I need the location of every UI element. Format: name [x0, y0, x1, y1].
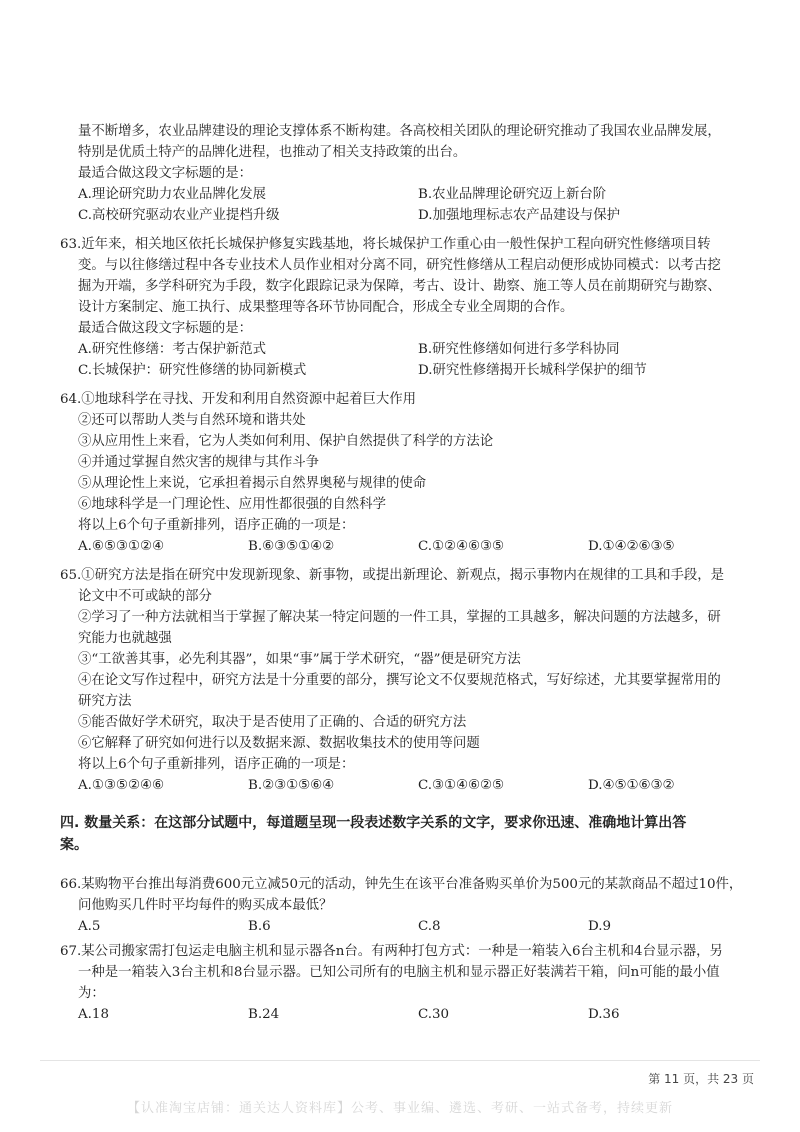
q66-line: 问他购买几件时平均每件的购买成本最低？: [78, 898, 333, 913]
q67-option-a: A.18: [78, 1007, 109, 1022]
q65-option-c: C.③①④⑥②⑤: [418, 778, 505, 793]
q64-option-b: B.⑥③⑤①④②: [248, 539, 335, 554]
q63-option-a: A.研究性修缮：考古保护新范式: [78, 342, 267, 357]
watermark-text: 【认准淘宝店铺：通关达人资料库】公考、事业编、遴选、考研、一站式备考，持续更新: [126, 1101, 673, 1116]
q65-line: ⑤能否做好学术研究，取决于是否使用了正确的、合适的研究方法: [78, 715, 467, 730]
q64-sentence: ⑥地球科学是一门理论性、应用性都很强的自然科学: [78, 497, 386, 512]
q63-line: 变。与以往修缮过程中各专业技术人员作业相对分离不同，研究性修缮从工程启动便形成协同模式：以考古挖: [78, 258, 721, 273]
q64-first-sentence: 64.①地球科学在寻找、开发和利用自然资源中起着巨大作用: [60, 392, 417, 407]
q64-sentence: ③从应用性上来看，它为人类如何利用、保护自然提供了科学的方法论: [78, 434, 494, 449]
q65-line: ⑥它解释了研究如何进行以及数据来源、数据收集技术的使用等问题: [78, 736, 480, 751]
q65-line: 研究方法: [78, 694, 132, 709]
q63-line: 掘为开端，多学科研究为手段，数字化跟踪记录为保障，考古、设计、勘察、施工等人员在前期研究与勘察、: [78, 279, 721, 294]
question-67: [60, 941, 750, 1025]
section-heading-line: 四. 数量关系：在这部分试题中，每道题呈现一段表述数字关系的文字，要求你迅速、准确地计算出答: [60, 815, 687, 831]
q64-option-c: C.①②④⑥③⑤: [418, 539, 505, 554]
question-62: [60, 121, 750, 226]
q62-options-row1: [60, 184, 750, 205]
section-heading-line: 案。: [60, 837, 88, 853]
q62-line: 特别是优质土特产的品牌化进程，也推动了相关支持政策的出台。: [78, 145, 467, 160]
q63-prompt: 最适合做这段文字标题的是：: [78, 321, 253, 336]
q64-option-a: A.⑥⑤③①②④: [78, 539, 164, 554]
q65-line: 论文中不可或缺的部分: [78, 589, 212, 604]
question-64: [60, 389, 750, 557]
q66-option-b: B.6: [248, 919, 271, 934]
q63-option-d: D.研究性修缮揭开长城科学保护的细节: [418, 363, 647, 378]
q67-option-c: C.30: [418, 1007, 450, 1022]
question-63: [60, 234, 750, 381]
q65-option-a: A.①③⑤②④⑥: [78, 778, 164, 793]
q65-line: ④在论文写作过程中，研究方法是十分重要的部分，撰写论文不仅要规范格式，写好综述，尤其要掌握常用的: [78, 673, 721, 688]
q65-line: ③“工欲善其事，必先利其器”，如果“事”属于学术研究，“器”便是研究方法: [78, 652, 521, 667]
q67-line: 一种是一箱装入3台主机和8台显示器。已知公司所有的电脑主机和显示器正好装满若干箱，问n可能的最小值: [78, 965, 720, 980]
q65-prompt: 将以上6个句子重新排列，语序正确的一项是：: [78, 757, 355, 772]
question-65: [60, 565, 750, 796]
q65-line: 65.①研究方法是指在研究中发现新现象、新事物，或提出新理论、新观点，揭示事物内在规律的工具和手段，是: [60, 568, 725, 583]
q62-option-d: D.加强地理标志农产品建设与保护: [418, 208, 620, 223]
q66-option-d: D.9: [588, 919, 612, 934]
q63-options-row2: [60, 360, 750, 381]
q66-options: [60, 916, 750, 937]
q64-sentence: ④并通过掌握自然灾害的规律与其作斗争: [78, 455, 320, 470]
q63-options-row1: [60, 339, 750, 360]
q63-option-c: C.长城保护：研究性修缮的协同新模式: [78, 363, 307, 378]
q65-option-d: D.④⑤①⑥③②: [588, 778, 675, 793]
q65-option-b: B.②③①⑤⑥④: [248, 778, 335, 793]
q62-option-a: A.理论研究助力农业品牌化发展: [78, 187, 267, 202]
q62-option-b: B.农业品牌理论研究迈上新台阶: [418, 187, 607, 202]
q65-line: 究能力也就越强: [78, 631, 172, 646]
q65-options: [60, 775, 750, 796]
q64-options: [60, 536, 750, 557]
q67-option-d: D.36: [588, 1007, 620, 1022]
q66-option-a: A.5: [78, 919, 101, 934]
q62-line: 量不断增多，农业品牌建设的理论支撑体系不断构建。各高校相关团队的理论研究推动了我国农业品牌发展，: [78, 124, 721, 139]
q62-options-row2: [60, 205, 750, 226]
q65-line: ②学习了一种方法就相当于掌握了解决某一特定问题的一件工具，掌握的工具越多，解决问题的方法越多，研: [78, 610, 721, 625]
footer-divider: [40, 1060, 760, 1061]
q67-option-b: B.24: [248, 1007, 280, 1022]
q64-prompt: 将以上6个句子重新排列，语序正确的一项是：: [78, 518, 355, 533]
q64-sentence: ⑤从理论性上来说，它承担着揭示自然界奥秘与规律的使命: [78, 476, 427, 491]
q63-line: 设计方案制定、施工执行、成果整理等各环节协同配合，形成全专业全周期的合作。: [78, 300, 574, 315]
q66-line: 66.某购物平台推出每消费600元立减50元的活动，钟先生在该平台准备购买单价为500元的某款商品不超过10件，: [60, 877, 743, 892]
q62-option-c: C.高校研究驱动农业产业提档升级: [78, 208, 280, 223]
page-content: [60, 121, 750, 1025]
q64-sentence: ②还可以帮助人类与自然环境和谐共处: [78, 413, 306, 428]
question-66: [60, 874, 750, 937]
section-heading: [60, 812, 750, 856]
q63-option-b: B.研究性修缮如何进行多学科协同: [418, 342, 620, 357]
q67-options: [60, 1004, 750, 1025]
q66-option-c: C.8: [418, 919, 441, 934]
page-number: 第 11 页，共 23 页: [648, 1072, 754, 1086]
q63-line: 63.近年来，相关地区依托长城保护修复实践基地，将长城保护工作重心由一般性保护工程向研究性修缮项目转: [60, 237, 711, 252]
q64-option-d: D.①④②⑥③⑤: [588, 539, 675, 554]
q67-line: 67.某公司搬家需打包运走电脑主机和显示器各n台。有两种打包方式：一种是一箱装入6台主机和4台显示器，另: [60, 944, 723, 959]
q67-line: 为：: [78, 986, 105, 1001]
q62-prompt: 最适合做这段文字标题的是：: [78, 166, 253, 181]
